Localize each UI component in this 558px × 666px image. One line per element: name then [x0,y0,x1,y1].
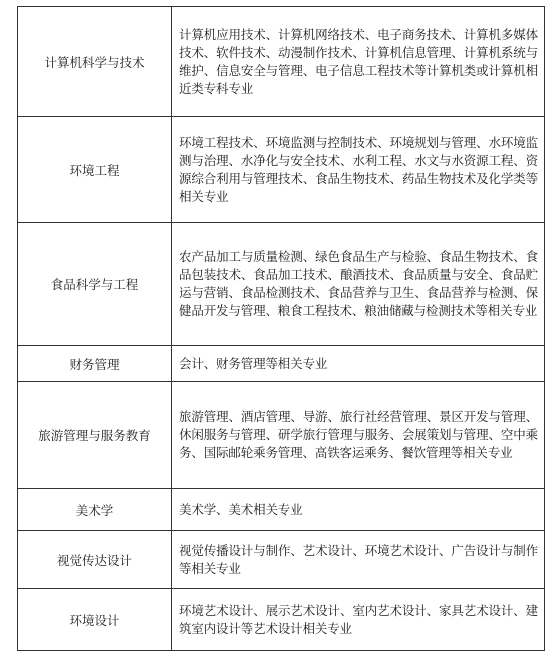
table-row [18,589,545,651]
requirement-cell: 旅游管理、酒店管理、导游、旅行社经营管理、景区开发与管理、休闲服务与管理、研学旅行管理与服务、会展策划与管理、空中乘务、国际邮轮乘务管理、高铁客运乘务、餐饮管理等相关专业 [172,382,545,489]
table-row [18,489,545,531]
major-name-cell: 计算机科学与技术 [18,7,172,117]
table-row [18,382,545,489]
major-requirements-table [17,6,545,651]
table-row [18,117,545,223]
requirement-cell: 环境工程技术、环境监测与控制技术、环境规划与管理、水环境监测与治理、水净化与安全技术、水利工程、水文与水资源工程、资源综合利用与管理技术、食品生物技术、药品生物技术及化学类等相关专业 [172,117,545,223]
major-name-cell: 食品科学与工程 [18,223,172,346]
requirement-cell: 农产品加工与质量检测、绿色食品生产与检验、食品生物技术、食品包装技术、食品加工技术、酿酒技术、食品质量与安全、食品贮运与营销、食品检测技术、食品营养与卫生、食品营养与检测、保健品开发与管理、粮食工程技术、粮油储藏与检测技术等相关专业 [172,223,545,346]
major-name-cell: 环境设计 [18,589,172,651]
table-row [18,531,545,589]
table-row [18,223,545,346]
major-name-cell: 旅游管理与服务教育 [18,382,172,489]
requirement-cell: 会计、财务管理等相关专业 [172,346,545,382]
requirement-cell: 视觉传播设计与制作、艺术设计、环境艺术设计、广告设计与制作等相关专业 [172,531,545,589]
major-name-cell: 环境工程 [18,117,172,223]
requirement-cell: 计算机应用技术、计算机网络技术、电子商务技术、计算机多媒体技术、软件技术、动漫制作技术、计算机信息管理、计算机系统与维护、信息安全与管理、电子信息工程技术等计算机类或计算机相近类专科专业 [172,7,545,117]
major-name-cell: 美术学 [18,489,172,531]
requirement-cell: 美术学、美术相关专业 [172,489,545,531]
major-name-cell: 视觉传达设计 [18,531,172,589]
requirement-cell: 环境艺术设计、展示艺术设计、室内艺术设计、家具艺术设计、建筑室内设计等艺术设计相关专业 [172,589,545,651]
table-row [18,346,545,382]
table-row [18,7,545,117]
major-name-cell: 财务管理 [18,346,172,382]
